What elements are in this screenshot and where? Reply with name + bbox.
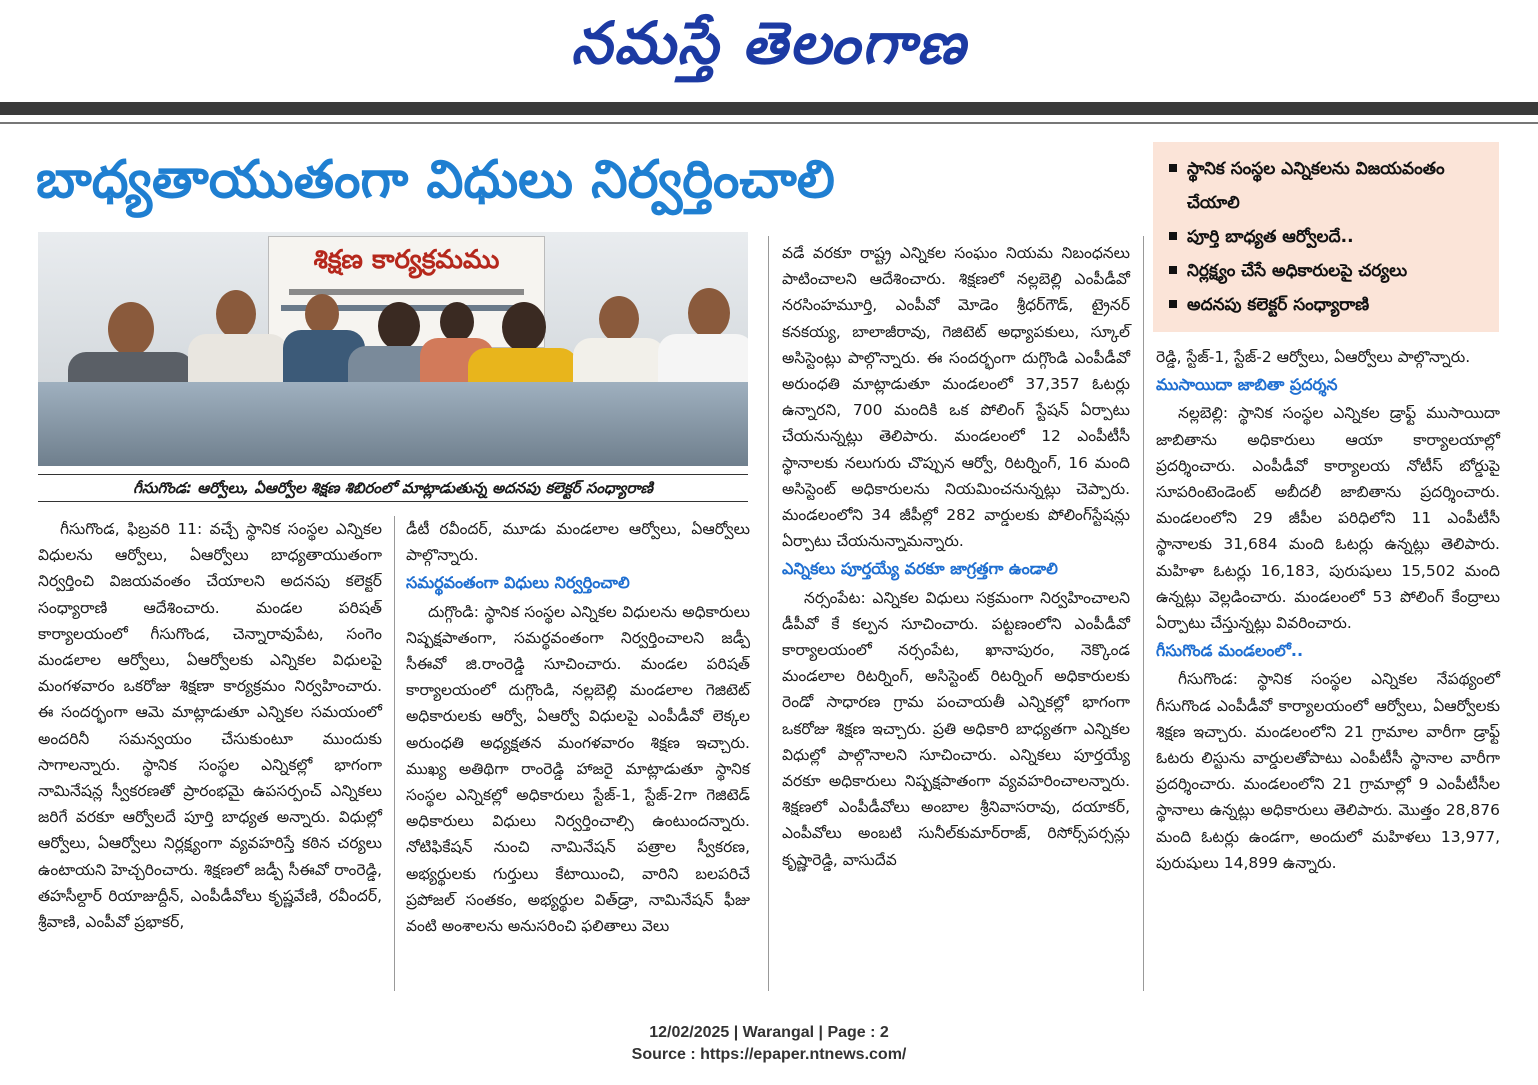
article-photo (38, 232, 748, 466)
photo-caption: గీసుగొండ: ఆర్వోలు, ఏఆర్వోల శిక్షణ శిబిరంలో మాట్లాడుతున్న అదనపు కలెక్టర్ సంధ్యారాణి (38, 474, 748, 502)
subheading: ఎన్నికలు పూర్తయ్యే వరకూ జాగ్రత్తగా ఉండాలి (782, 559, 1058, 579)
masthead (0, 0, 1538, 100)
bullet-icon (1169, 232, 1177, 240)
highlight-item: అదనపు కలెక్టర్ సంధ్యారాణి (1167, 288, 1489, 322)
paragraph: రెడ్డి, స్టేజ్-1, స్టేజ్-2 ఆర్వోలు, ఏఆర్వోలు పాల్గొన్నారు. (1156, 348, 1471, 366)
paragraph: గీసుగొండ, ఫిబ్రవరి 11: వచ్చే స్థానిక సంస్థల ఎన్నికల విధులను ఆర్వోలు, ఏఆర్వోలు బాధ్యతాయుతంగా నిర్వర్తించి విజయవంతం చేయాలని అదనపు కలెక్టర్ సంధ్యారాణి ఆదేశించారు. మండల పరిషత్ కార్యాలయంలో గీసుగొండ, చెన్నారావుపేట, సంగెం మండలాల ఆర్వోలు, ఏఆర్వోలకు ఎన్నికల విధులపై మంగళవారం ఒకరోజు శిక్షణా కార్యక్రమం నిర్వహించారు. ఈ సందర్భంగా ఆమె మాట్లాడుతూ ఎన్నికల సమయంలో అందరినీ సమన్వయం చేసుకుంటూ ముందుకు సాగాలన్నారు. స్థానిక సంస్థల ఎన్నికల్లో భాగంగా నామినేషన్ల స్వీకరణతో ప్రారంభమై ఉపసర్పంచ్ ఎన్నికలు జరిగే వరకూ ఆర్వోలదే పూర్తి బాధ్యత అన్నారు. విధుల్లో ఆర్వోలు, ఏఆర్వోలు నిర్లక్ష్యంగా వ్యవహరిస్తే కఠిన చర్యలు ఉంటాయని హెచ్చరించారు. శిక్షణలో జడ్పీ సీఈవో రాంరెడ్డి, తహసీల్దార్ రియాజుద్దీన్, ఎంపీడీవోలు కృష్ణవేణి, రవీందర్, శ్రీవాణి, ఎంపీవో ప్రభాకర్, (38, 520, 382, 932)
paragraph: నర్సంపేట: ఎన్నికల విధులు సక్రమంగా నిర్వహించాలని డీపీవో కే కల్పన సూచించారు. పట్టణంలోని ఎంపీడీవో కార్యాలయంలో నర్సంపేట, ఖానాపురం, నెక్కొండ మండలాల రిటర్నింగ్, అసిస్టెంట్ రిటర్నింగ్ అధికారులకు రెండో సాధారణ గ్రామ పంచాయతీ ఎన్నికల్లో భాగంగా ఒకరోజు శిక్షణ ఇచ్చారు. ప్రతి అధికారి బాధ్యతగా ఎన్నికల విధుల్లో పాల్గొనాలని సూచించారు. ఎన్నికలు పూర్తయ్యే వరకూ అధికారులు నిష్పక్షపాతంగా వ్యవహరించాలన్నారు. శిక్షణలో ఎంపీడీవోలు అంబాల శ్రీనివాసరావు, దయాకర్, ఎంపీవోలు అంబటి సునీల్‌కుమార్‌రాజ్, రిసోర్స్‌పర్సన్లు కృష్ణారెడ్డి, వాసుదేవ (782, 588, 1130, 869)
subheading: గీసుగొండ మండలంలో.. (1156, 641, 1304, 661)
highlights-box (1153, 142, 1499, 332)
conference-table (38, 382, 748, 466)
masthead-rule (0, 102, 1538, 115)
article-column-1 (38, 516, 382, 935)
paragraph: గీసుగొండ: స్థానిక సంస్థల ఎన్నికల నేపథ్యంలో గీసుగొండ ఎంపీడీవో కార్యాలయంలో ఆర్వోలు, ఏఆర్వోలకు శిక్షణ ఇచ్చారు. మండలంలోని 21 గ్రామాల వారీగా డ్రాఫ్ట్ ఓటరు లిస్టును వార్డులతోపాటు ఎంపీటీసీ స్థానాల వారీగా ప్రదర్శించారు. మండలంలోని 21 గ్రామాల్లో 9 ఎంపీటీసీల స్థానాలు ఉన్నట్లు అధికారులు తెలిపారు. మొత్తం 28,876 మంది ఓటర్లు ఉండగా, అందులో మహిళలు 13,977, పురుషులు 14,899 ఉన్నారు. (1156, 670, 1500, 872)
bullet-icon (1169, 164, 1177, 172)
bullet-icon (1169, 300, 1177, 308)
subheading: ముసాయిదా జాబితా ప్రదర్శన (1156, 375, 1338, 395)
highlight-item: స్థానిక సంస్థల ఎన్నికలను విజయవంతం చేయాలి (1167, 152, 1489, 220)
article-column-2 (406, 516, 750, 939)
banner-text: శిక్షణ కార్యక్రమము (313, 245, 500, 275)
newspaper-title: నమస్తే తెలంగాణ (571, 8, 967, 77)
highlight-item: పూర్తి బాధ్యత ఆర్వోలదే.. (1167, 220, 1489, 254)
page-footer (0, 1022, 1538, 1066)
paragraph: వడే వరకూ రాష్ట్ర ఎన్నికల సంఘం నియమ నిబంధనలు పాటించాలని ఆదేశించారు. శిక్షణలో నల్లబెల్లి ఎంపీడీవో నరసింహమూర్తి, ఎంపీవో మోడెం శ్రీధర్‌గౌడ్, ట్రైనర్ కనకయ్య, బాలాజీరావు, గెజిటెట్ అధ్యాపకులు, స్కూల్ అసిస్టెంట్లు పాల్గొన్నారు. ఈ సందర్భంగా దుగ్గొండి ఎంపీడీవో అరుంధతి మాట్లాడుతూ మండలంలో 37,357 ఓటర్లు ఉన్నారని, 700 మందికి ఒక పోలింగ్ స్టేషన్ ఏర్పాటు చేయనున్నట్లు తెలిపారు. మండలంలో 12 ఎంపీటీసీ స్థానాలకు నలుగురు చొప్పున ఆర్వో, రిటర్నింగ్, 16 మంది అసిస్టెంట్ అధికారులను నియమించనున్నట్లు చెప్పారు. మండలంలోని 34 జీపీల్లో 282 వార్డులకు పోలింగ్‌స్టేషన్లు ఏర్పాటు చేయనున్నామన్నారు. (782, 244, 1130, 551)
article-headline: బాధ్యతాయుతంగా విధులు నిర్వర్తించాలి (36, 150, 835, 210)
subheading: సమర్థవంతంగా విధులు నిర్వర్తించాలి (406, 573, 630, 593)
source-link[interactable]: Source : https://epaper.ntnews.com/ (631, 1046, 907, 1063)
masthead-rule-thin (0, 122, 1538, 124)
edition-info: 12/02/2025 | Warangal | Page : 2 (649, 1024, 889, 1041)
paragraph: నల్లబెల్లి: స్థానిక సంస్థల ఎన్నికల డ్రాఫ్ట్ ముసాయిదా జాబితాను అధికారులు ఆయా కార్యాలయాల్లో ప్రదర్శించారు. ఎంపీడీవో కార్యాలయ నోటీస్ బోర్డుపై సూపరింటెండెంట్ అబీదలీ జాబితాను ప్రదర్శించారు. మండలంలోని 29 జీపీల పరిధిలోని 11 ఎంపీటీసీ స్థానాలకు 31,684 మంది ఓటర్లు ఉన్నట్లు తెలిపారు. మహిళా ఓటర్లు 16,183, పురుషులు 15,502 మంది ఉన్నట్లు వెల్లడించారు. మండలంలో 53 పోలింగ్ కేంద్రాలు ఏర్పాటు చేస్తున్నట్లు వివరించారు. (1156, 404, 1500, 633)
bullet-icon (1169, 266, 1177, 274)
paragraph: డీటీ రవీందర్, మూడు మండలాల ఆర్వోలు, ఏఆర్వోలు పాల్గొన్నారు. (406, 520, 750, 565)
highlight-item: నిర్లక్ష్యం చేసే అధికారులపై చర్యలు (1167, 254, 1489, 288)
article-column-4 (1156, 344, 1500, 876)
article-column-3 (782, 240, 1130, 873)
paragraph: దుగ్గొండి: స్థానిక సంస్థల ఎన్నికల విధులను అధికారులు నిష్పక్షపాతంగా, సమర్థవంతంగా నిర్వర్తించాలని జడ్పీ సీఈవో జి.రాంరెడ్డి సూచించారు. మండల పరిషత్ కార్యాలయంలో దుగ్గొండి, నల్లబెల్లి మండలాల గెజిటెట్ అధికారులకు ఆర్వో, ఏఆర్వో విధులపై ఎంపీడీవో లెక్కల అరుంధతి అధ్యక్షతన మంగళవారం శిక్షణ ఇచ్చారు. ముఖ్య అతిథిగా రాంరెడ్డి హాజరై మాట్లాడుతూ స్థానిక సంస్థల ఎన్నికల్లో అధికారులు స్టేజ్-1, స్టేజ్-2గా గెజిటెడ్ అధికారులు విధులు నిర్వర్తించాల్సి ఉంటుందన్నారు. నోటిఫికేషన్ నుంచి నామినేషన్ పత్రాల స్వీకరణ, అభ్యర్థులకు గుర్తులు కేటాయించి, వారిని బలపరిచే ప్రపోజల్ సంతకం, అభ్యర్థుల విత్‌డ్రా, నామినేషన్ ఫీజు వంటి అంశాలను అనుసరించి ఫలితాలు వెలు (406, 602, 750, 936)
